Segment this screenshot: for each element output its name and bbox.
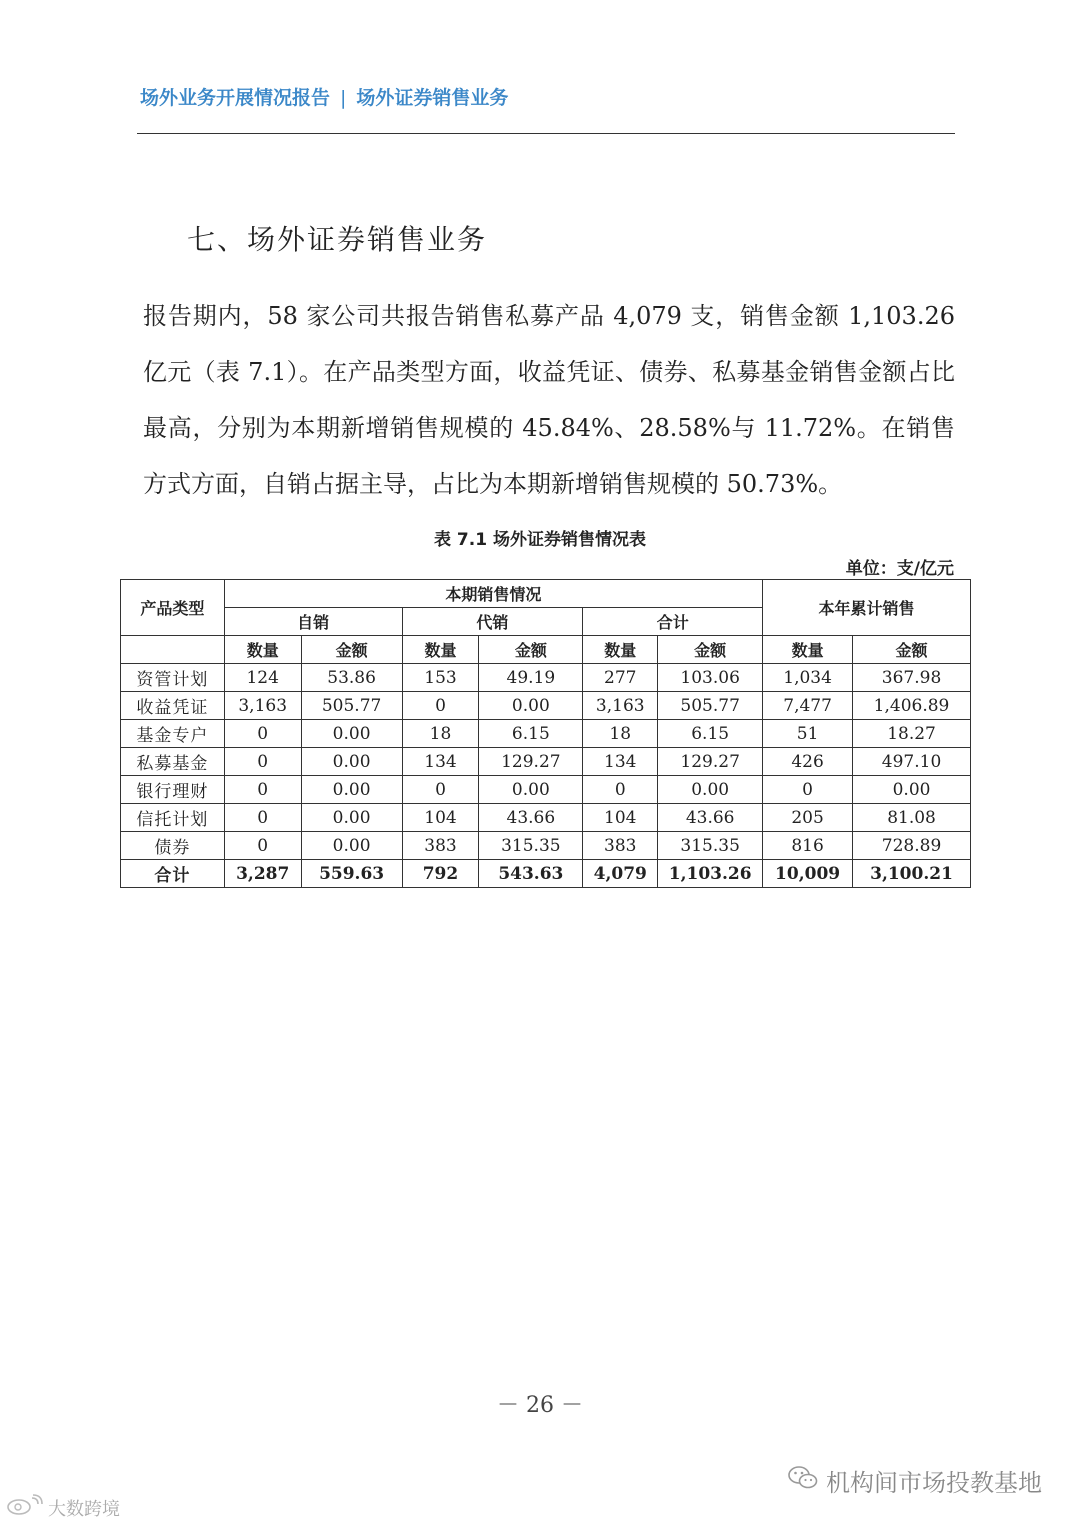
row-product-type: 银行理财	[121, 776, 225, 804]
cell-agency-count: 383	[402, 832, 479, 860]
cell-total-amount: 0.00	[658, 776, 763, 804]
sales-table	[120, 579, 971, 888]
table-row	[121, 748, 971, 776]
cell-self-count: 0	[224, 804, 301, 832]
header-count: 数量	[224, 636, 301, 664]
cell-total-count: 134	[583, 748, 658, 776]
header-amount: 金额	[658, 636, 763, 664]
watermark-right-text: 机构间市场投教基地	[826, 1469, 1042, 1497]
cell-total-amount: 129.27	[658, 748, 763, 776]
header-amount: 金额	[301, 636, 402, 664]
cell-total-amount: 103.06	[658, 664, 763, 692]
cell-agency-amount: 315.35	[479, 832, 583, 860]
cell-self-amount: 0.00	[301, 804, 402, 832]
cell-ytd-count: 426	[763, 748, 853, 776]
cell-ytd-count: 1,034	[763, 664, 853, 692]
header-subtotal: 合计	[583, 608, 763, 636]
header-separator: |	[340, 87, 347, 109]
cell-agency-count: 0	[402, 692, 479, 720]
cell-agency-amount: 0.00	[479, 776, 583, 804]
row-product-type: 收益凭证	[121, 692, 225, 720]
total-total-amount: 1,103.26	[658, 860, 763, 888]
total-self-count: 3,287	[224, 860, 301, 888]
cell-ytd-amount: 1,406.89	[853, 692, 971, 720]
cell-self-amount: 0.00	[301, 776, 402, 804]
header-count: 数量	[402, 636, 479, 664]
page-header	[140, 83, 508, 110]
cell-agency-count: 0	[402, 776, 479, 804]
header-section-title: 场外证券销售业务	[356, 87, 509, 109]
cell-total-count: 383	[583, 832, 658, 860]
cell-ytd-count: 205	[763, 804, 853, 832]
header-current-period: 本期销售情况	[224, 580, 762, 608]
cell-total-count: 104	[583, 804, 658, 832]
header-count: 数量	[763, 636, 853, 664]
row-product-type: 私募基金	[121, 748, 225, 776]
cell-self-count: 0	[224, 748, 301, 776]
cell-self-amount: 505.77	[301, 692, 402, 720]
cell-ytd-count: 0	[763, 776, 853, 804]
cell-agency-amount: 0.00	[479, 692, 583, 720]
cell-ytd-count: 816	[763, 832, 853, 860]
table-row	[121, 720, 971, 748]
cell-ytd-amount: 497.10	[853, 748, 971, 776]
watermark-left	[6, 1494, 120, 1521]
header-amount: 金额	[853, 636, 971, 664]
header-self-sale: 自销	[224, 608, 402, 636]
cell-agency-amount: 49.19	[479, 664, 583, 692]
cell-self-amount: 0.00	[301, 720, 402, 748]
cell-agency-count: 18	[402, 720, 479, 748]
cell-agency-amount: 129.27	[479, 748, 583, 776]
total-label: 合计	[121, 860, 225, 888]
cell-total-count: 3,163	[583, 692, 658, 720]
cell-agency-amount: 43.66	[479, 804, 583, 832]
cell-total-count: 277	[583, 664, 658, 692]
cell-self-amount: 0.00	[301, 748, 402, 776]
header-product-type: 产品类型	[121, 580, 225, 636]
total-self-amount: 559.63	[301, 860, 402, 888]
row-product-type: 基金专户	[121, 720, 225, 748]
cell-total-amount: 6.15	[658, 720, 763, 748]
table-row	[121, 776, 971, 804]
total-total-count: 4,079	[583, 860, 658, 888]
table-body	[121, 664, 971, 888]
table-title: 表 7.1 场外证券销售情况表	[434, 530, 646, 550]
watermark-left-text: 大数跨境	[48, 1498, 120, 1520]
cell-ytd-count: 51	[763, 720, 853, 748]
weibo-icon	[6, 1494, 44, 1521]
table-unit: 单位：支/亿元	[845, 559, 954, 579]
cell-self-count: 0	[224, 720, 301, 748]
row-product-type: 债券	[121, 832, 225, 860]
total-ytd-count: 10,009	[763, 860, 853, 888]
header-agency-sale: 代销	[402, 608, 583, 636]
cell-agency-amount: 6.15	[479, 720, 583, 748]
cell-agency-count: 104	[402, 804, 479, 832]
cell-ytd-amount: 728.89	[853, 832, 971, 860]
cell-self-count: 0	[224, 776, 301, 804]
cell-agency-count: 153	[402, 664, 479, 692]
page-number: － 26 －	[497, 1393, 583, 1418]
header-count: 数量	[583, 636, 658, 664]
cell-self-amount: 0.00	[301, 832, 402, 860]
cell-self-count: 124	[224, 664, 301, 692]
body-paragraph: 报告期内，58 家公司共报告销售私募产品 4,079 支，销售金额 1,103.26 亿元（表 7.1）。在产品类型方面，收益凭证、债券、私募基金销售金额占比最高，分别为本期新增销售规模的 45.84%、28.58%与 11.72%。在销售方式方面，自销占据主导，占比为本期新增销售规模的 50.73%。	[143, 302, 955, 498]
table-total-row	[121, 860, 971, 888]
cell-total-amount: 43.66	[658, 804, 763, 832]
table-row	[121, 832, 971, 860]
table-row	[121, 692, 971, 720]
cell-ytd-count: 7,477	[763, 692, 853, 720]
wechat-icon	[788, 1465, 818, 1497]
header-amount: 金额	[479, 636, 583, 664]
header-report-title: 场外业务开展情况报告	[140, 87, 331, 109]
cell-total-count: 18	[583, 720, 658, 748]
header-rule	[137, 133, 955, 134]
row-product-type: 资管计划	[121, 664, 225, 692]
cell-total-amount: 505.77	[658, 692, 763, 720]
cell-ytd-amount: 0.00	[853, 776, 971, 804]
cell-ytd-amount: 18.27	[853, 720, 971, 748]
row-product-type: 信托计划	[121, 804, 225, 832]
table-row	[121, 664, 971, 692]
header-ytd: 本年累计销售	[763, 580, 971, 636]
cell-self-count: 0	[224, 832, 301, 860]
table-row	[121, 804, 971, 832]
watermark-right	[788, 1463, 1042, 1498]
total-agency-amount: 543.63	[479, 860, 583, 888]
header-empty	[121, 636, 225, 664]
cell-self-amount: 53.86	[301, 664, 402, 692]
cell-ytd-amount: 81.08	[853, 804, 971, 832]
section-title: 七、场外证券销售业务	[187, 223, 488, 256]
cell-total-count: 0	[583, 776, 658, 804]
total-ytd-amount: 3,100.21	[853, 860, 971, 888]
cell-agency-count: 134	[402, 748, 479, 776]
cell-total-amount: 315.35	[658, 832, 763, 860]
cell-ytd-amount: 367.98	[853, 664, 971, 692]
cell-self-count: 3,163	[224, 692, 301, 720]
total-agency-count: 792	[402, 860, 479, 888]
